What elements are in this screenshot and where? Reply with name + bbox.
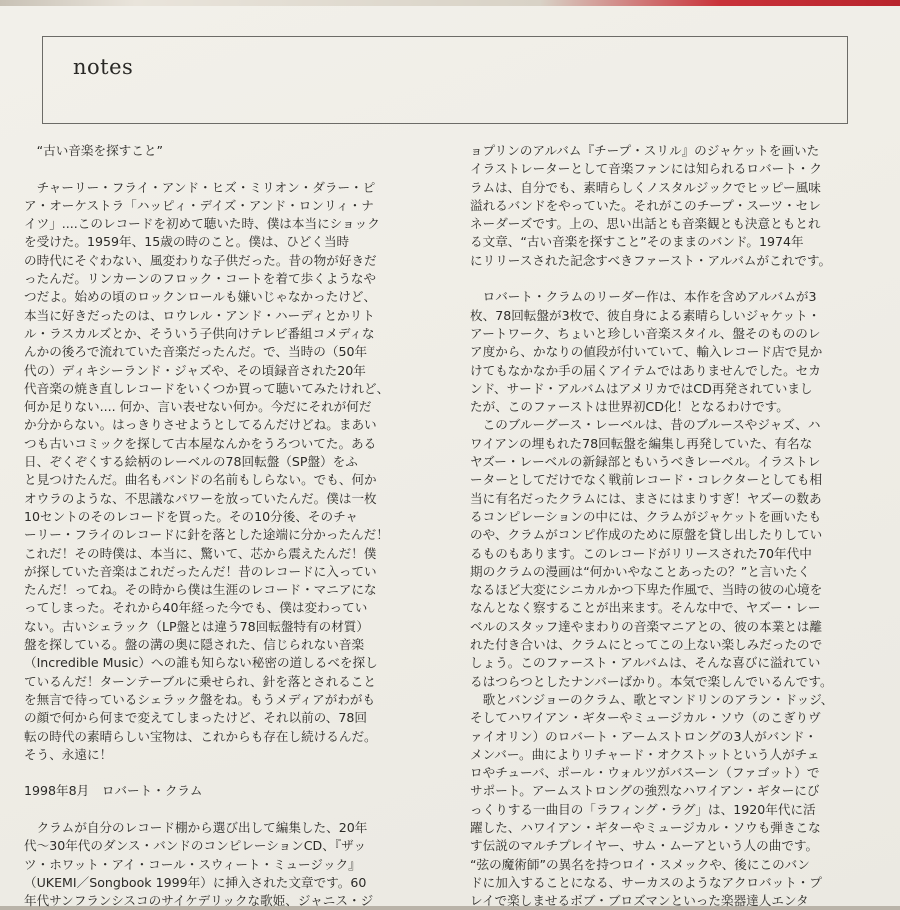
body-line: けてもなかなか手の届くアイテムではありませんでした。セカ — [470, 362, 821, 378]
body-line: ラムは、自分でも、素晴らしくノスタルジックでヒッピー風味 — [470, 179, 821, 195]
body-line: ワイアンの埋もれた78回転盤を編集し再発していた、有名な — [470, 435, 813, 451]
essay-line: チャーリー・フライ・アンド・ヒズ・ミリオン・ダラー・ピ — [24, 179, 376, 195]
body-line: なるほど大変にシニカルかつ下卑た作風で、当時の彼の心境を — [470, 582, 823, 598]
essay-line: と見つけたんだ。曲名もバンドの名前もしらない。でも、何か — [24, 472, 377, 488]
body-line: ロバート・クラムのリーダー作は、本作を含めアルバムが3 — [470, 289, 817, 305]
body-line: るはつらつとしたナンバーばかり。本気で楽しんでいるんです。 — [470, 673, 833, 689]
body-line: しょう。このファースト・アルバムは、そんな喜びに溢れてい — [470, 655, 821, 671]
intro-line: （UKEMI／Songbook 1999年）に挿入された文章です。60 — [24, 874, 367, 890]
essay-line: の時代にそぐわない、風変わりな子供だった。昔の物が好きだ — [24, 252, 377, 268]
essay-line: 本当に好きだったのは、ロウレル・アンド・ハーディとかリト — [24, 307, 375, 323]
essay-line: 転の時代の素晴らしい宝物は、これからも存在し続けるんだ。 — [24, 728, 377, 744]
essay-line: 10セントのそのレコードを買った。その10分後、そのチャ — [24, 508, 358, 524]
essay-line: 代音楽の焼き直しレコードをいくつか買って聴いてみたけれど、 — [24, 380, 390, 396]
essay-line: が探していた音楽はこれだったんだ！昔のレコードに入ってい — [24, 563, 377, 579]
essay-line: を無言で待っているシェラック盤をね。もうメディアがわがも — [24, 691, 376, 707]
essay-signature: 1998年8月 ロバート・クラム — [24, 783, 203, 799]
body-line: そしてハワイアン・ギターやミュージカル・ソウ（のこぎりヴ — [470, 710, 821, 726]
body-line: ョプリンのアルバム『チープ・スリル』のジャケットを画いた — [470, 143, 820, 158]
paragraph-gap — [24, 764, 444, 782]
intro-line: クラムが自分のレコード棚から選び出して編集した、20年 — [24, 819, 368, 835]
body-line: ンド、サード・アルバムはアメリカではCD再発されていまし — [470, 380, 813, 396]
body-line: 当に有名だったクラムには、まさにはまりすぎ！ヤズーの数あ — [470, 490, 822, 506]
body-line: レイで楽しませるボブ・ブロズマンといった楽器達人エンタ — [470, 893, 809, 909]
body-line: っくりする一曲目の「ラフィング・ラグ」は、1920年代に活 — [470, 801, 816, 817]
body-line: サポート。アームストロングの強烈なハワイアン・ギターにび — [470, 783, 820, 799]
essay-line: ない。古いシェラック（LP盤とは違う78回転盤特有の材質） — [24, 618, 369, 634]
left-column — [24, 142, 444, 910]
essay-line: そう、永遠に！ — [24, 746, 113, 762]
body-line: アートワーク、ちょいと珍しい音楽スタイル、盤そのもののレ — [470, 325, 821, 341]
essay-line: ア・オーケストラ「ハッピィ・デイズ・アンド・ロンリィ・ナ — [24, 197, 374, 213]
body-line: のや、クラムがコンピ作成のために原盤を貸し出したりしてい — [470, 527, 823, 543]
right-column — [470, 142, 900, 910]
essay-line: か分からない。はっきりさせようとしてるんだけどね。まあい — [24, 417, 377, 433]
body-line: ドに加入することになる、サーカスのようなアクロバット・プ — [470, 874, 822, 890]
essay-line: オウラのような、不思議なパワーを放っていたんだ。僕は一枚 — [24, 490, 377, 506]
essay-line: これだ！その時僕は、本当に、驚いて、芯から震えたんだ！僕 — [24, 545, 377, 561]
essay-line: 盤を探している。盤の溝の奥に隠された、信じられない音楽 — [24, 637, 365, 653]
essay-line: んかの後ろで流れていた音楽だったんだ。で、当時の（50年 — [24, 344, 368, 360]
essay-line: つだよ。始めの頃のロックンロールも嫌いじゃなかったけど、 — [24, 289, 377, 305]
body-line: ァイオリン）のロバート・アームストロングの3人がバンド・ — [470, 728, 818, 744]
paragraph-gap — [24, 801, 444, 819]
body-line: 枚、78回転盤が3枚で、彼自身による素晴らしいジャケット・ — [470, 307, 821, 323]
body-line: メンバー。曲によりリチャード・オクストットという人がチェ — [470, 746, 820, 762]
essay-line: ているんだ！ターンテーブルに乗せられ、針を落とされること — [24, 673, 376, 689]
body-line: るコンピレーションの中には、クラムがジャケットを画いたも — [470, 508, 822, 524]
body-line: 躍した、ハワイアン・ギターやミュージカル・ソウも弾きこな — [470, 819, 821, 835]
body-line: ロやチューバ、ポール・ウォルツがバスーン（ファゴット）で — [470, 765, 820, 781]
body-line: 溢れるバンドをやっていた。それがこのチープ・スーツ・セレ — [470, 197, 821, 213]
body-line: ア度から、かなりの値段が付いていて、輸入レコード店で見か — [470, 344, 823, 360]
essay-heading: “古い音楽を探すこと” — [24, 143, 163, 158]
essay-line: ーリー・フライのレコードに針を落とした途端に分かったんだ！ — [24, 527, 389, 543]
essay-line: 何か足りない.... 何か、言い表せない何か。今だにそれが何だ — [24, 399, 372, 415]
essay-line: つも古いコミックを探して古本屋なんかをうろついてた。ある — [24, 435, 377, 451]
essay-line: たんだ！ってね。その時から僕は生涯のレコード・マニアにな — [24, 582, 377, 598]
paragraph-gap — [24, 160, 444, 178]
notes-header-box — [42, 36, 848, 124]
body-line: るものもあります。このレコードがリリースされた70年代中 — [470, 545, 812, 561]
essay-line: を受けた。1959年、15歳の時のこと。僕は、ひどく当時 — [24, 234, 350, 250]
page-title: notes — [73, 55, 134, 79]
essay-line: ル・ラスカルズとか、そういう子供向けテレビ番組コメディな — [24, 325, 375, 341]
essay-line: 代の）ディキシーランド・ジャズや、その頃録音された20年 — [24, 362, 366, 378]
intro-line: 年代サンフランシスコのサイケデリックな歌姫、ジャニス・ジ — [24, 893, 374, 909]
body-line: ヤズー・レーベルの新録部ともいうべきレーベル。イラストレ — [470, 454, 821, 470]
body-line: なんとなく察することが出来ます。そんな中で、ヤズー・レー — [470, 600, 821, 616]
body-line: す伝説のマルチプレイヤー、サム・ムーアという人の曲です。 — [470, 838, 819, 854]
body-line: ベルのスタッフ達やまわりの音楽マニアとの、彼の本業とは離 — [470, 618, 823, 634]
liner-notes-page — [0, 6, 900, 909]
body-line: 期のクラムの漫画は“何かいやなことあったの？”と言いたく — [470, 563, 811, 579]
body-line: たが、このファーストは世界初CD化！となるわけです。 — [470, 399, 789, 415]
body-line: このブルーグース・レーベルは、昔のブルースやジャズ、ハ — [470, 417, 821, 433]
body-line: ネーダーズです。上の、思い出話とも音楽観とも決意ともとれ — [470, 216, 821, 232]
body-line: イラストレーターとして音楽ファンには知られるロバート・ク — [470, 161, 822, 177]
essay-line: の顔で何から何まで変えてしまったけど、それ以前の、78回 — [24, 710, 367, 726]
paragraph-gap — [470, 270, 900, 288]
body-line: れた付き合いは、クラムにとってこの上ない楽しみだったので — [470, 637, 823, 653]
intro-line: 代〜30年代のダンス・バンドのコンピレーションCD、『ザッ — [24, 838, 367, 854]
essay-line: 日、ぞくぞくする絵柄のレーベルの78回転盤（SP盤）をふ — [24, 454, 358, 470]
body-line: “弦の魔術師”の異名を持つロイ・スメックや、後にこのバン — [470, 856, 810, 872]
body-line: にリリースされた記念すべきファースト・アルバムがこれです。 — [470, 252, 832, 268]
essay-line: イツ」....このレコードを初めて聴いた時、僕は本当にショック — [24, 216, 380, 232]
body-line: る文章、“古い音楽を探すこと”そのままのバンド。1974年 — [470, 234, 804, 250]
essay-line: ったんだ。リンカーンのフロック・コートを着て歩くようなや — [24, 271, 377, 287]
essay-line: （Incredible Music）への誰も知らない秘密の道しるべを探し — [24, 655, 378, 671]
essay-line: ってしまった。それから40年経った今でも、僕は変わってい — [24, 600, 368, 616]
intro-line: ツ・ホワット・アイ・コール・スウィート・ミュージック』 — [24, 856, 361, 872]
body-line: 歌とバンジョーのクラム、歌とマンドリンのアラン・ドッジ、 — [470, 691, 834, 707]
body-line: ーターとしてだけでなく戦前レコード・コレクターとしても相 — [470, 472, 823, 488]
